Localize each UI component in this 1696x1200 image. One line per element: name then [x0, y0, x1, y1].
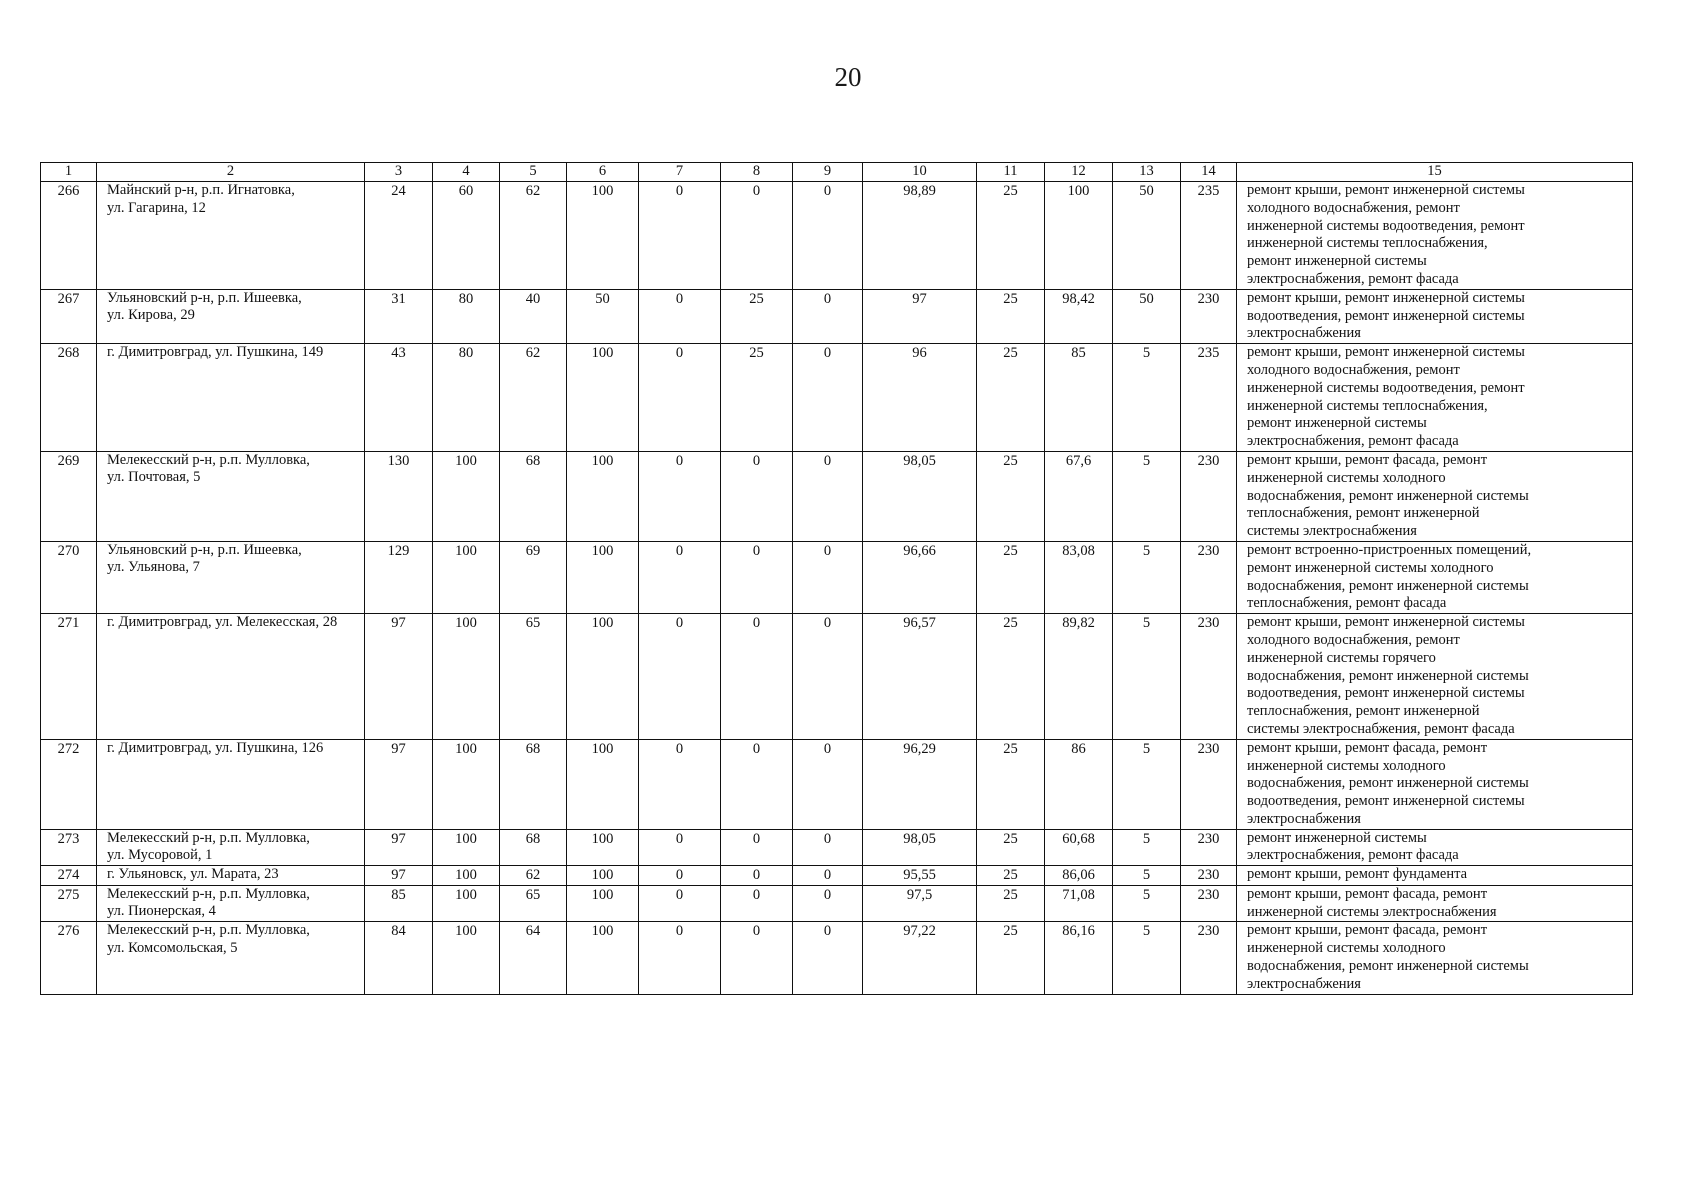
- row-number: 275: [41, 885, 97, 922]
- address-cell: [97, 829, 365, 866]
- row-number: 273: [41, 829, 97, 866]
- value-cell-c6: 100: [567, 885, 639, 922]
- works-line: водоснабжения, ремонт инженерной системы: [1247, 775, 1529, 792]
- value-cell-c11: 25: [977, 739, 1045, 829]
- works-cell: [1237, 614, 1633, 740]
- works-line: ремонт крыши, ремонт инженерной системы: [1247, 344, 1525, 361]
- works-line: водоснабжения, ремонт инженерной системы: [1247, 667, 1529, 684]
- row-number: 267: [41, 289, 97, 343]
- works-cell: [1237, 541, 1633, 613]
- value-cell-c5: 65: [500, 614, 567, 740]
- value-cell-c7: 0: [639, 451, 721, 541]
- value-cell-c6: 100: [567, 451, 639, 541]
- works-line: водоотведения, ремонт инженерной системы: [1247, 685, 1525, 702]
- value-cell-c7: 0: [639, 614, 721, 740]
- row-number: 266: [41, 182, 97, 290]
- value-cell-c4: 100: [433, 739, 500, 829]
- value-cell-c10: 97: [863, 289, 977, 343]
- value-cell-c8: 0: [721, 829, 793, 866]
- table-row: [41, 829, 1633, 866]
- value-cell-c12: 86: [1045, 739, 1113, 829]
- value-cell-c4: 100: [433, 866, 500, 886]
- header-cell: 14: [1181, 163, 1237, 182]
- value-cell-c13: 5: [1113, 344, 1181, 452]
- value-cell-c12: 86,06: [1045, 866, 1113, 886]
- table-row: [41, 614, 1633, 740]
- value-cell-c12: 60,68: [1045, 829, 1113, 866]
- value-cell-c7: 0: [639, 829, 721, 866]
- works-line: ремонт крыши, ремонт фундамента: [1247, 866, 1468, 883]
- value-cell-c4: 100: [433, 451, 500, 541]
- value-cell-c7: 0: [639, 885, 721, 922]
- value-cell-c5: 68: [500, 829, 567, 866]
- header-cell: 8: [721, 163, 793, 182]
- address-line: Ульяновский р-н, р.п. Ишеевка,: [107, 289, 302, 306]
- value-cell-c3: 43: [365, 344, 433, 452]
- value-cell-c10: 98,05: [863, 451, 977, 541]
- works-line: ремонт крыши, ремонт инженерной системы: [1247, 182, 1525, 198]
- value-cell-c10: 96,57: [863, 614, 977, 740]
- value-cell-c7: 0: [639, 344, 721, 452]
- header-cell: 5: [500, 163, 567, 182]
- address-cell: [97, 885, 365, 922]
- value-cell-c11: 25: [977, 922, 1045, 995]
- works-line: инженерной системы водоотведения, ремонт: [1247, 217, 1525, 234]
- table-row: [41, 541, 1633, 613]
- value-cell-c9: 0: [793, 451, 863, 541]
- value-cell-c14: 230: [1181, 866, 1237, 886]
- header-cell: 3: [365, 163, 433, 182]
- value-cell-c4: 100: [433, 614, 500, 740]
- works-line: ремонт инженерной системы: [1247, 415, 1427, 432]
- value-cell-c7: 0: [639, 922, 721, 995]
- value-cell-c10: 96,29: [863, 739, 977, 829]
- value-cell-c4: 100: [433, 541, 500, 613]
- works-line: водоснабжения, ремонт инженерной системы: [1247, 957, 1529, 974]
- value-cell-c9: 0: [793, 182, 863, 290]
- value-cell-c11: 25: [977, 866, 1045, 886]
- value-cell-c9: 0: [793, 344, 863, 452]
- table-row: [41, 866, 1633, 886]
- value-cell-c13: 50: [1113, 289, 1181, 343]
- address-line: г. Ульяновск, ул. Марата, 23: [107, 866, 279, 883]
- value-cell-c14: 230: [1181, 614, 1237, 740]
- works-line: водоснабжения, ремонт инженерной системы: [1247, 577, 1529, 594]
- value-cell-c12: 98,42: [1045, 289, 1113, 343]
- value-cell-c11: 25: [977, 344, 1045, 452]
- address-cell: [97, 289, 365, 343]
- table-body: [41, 163, 1633, 995]
- value-cell-c13: 5: [1113, 922, 1181, 995]
- works-line: ремонт крыши, ремонт инженерной системы: [1247, 289, 1525, 306]
- works-line: ремонт инженерной системы: [1247, 253, 1427, 270]
- value-cell-c7: 0: [639, 541, 721, 613]
- value-cell-c11: 25: [977, 614, 1045, 740]
- value-cell-c8: 0: [721, 182, 793, 290]
- table-row: [41, 885, 1633, 922]
- address-line: г. Димитровград, ул. Пушкина, 149: [107, 344, 324, 361]
- value-cell-c13: 5: [1113, 829, 1181, 866]
- value-cell-c5: 68: [500, 451, 567, 541]
- address-line: Мелекесский р-н, р.п. Мулловка,: [107, 829, 310, 846]
- works-cell: [1237, 829, 1633, 866]
- works-cell: [1237, 289, 1633, 343]
- value-cell-c4: 100: [433, 922, 500, 995]
- value-cell-c6: 100: [567, 182, 639, 290]
- value-cell-c3: 85: [365, 885, 433, 922]
- value-cell-c9: 0: [793, 289, 863, 343]
- value-cell-c9: 0: [793, 829, 863, 866]
- value-cell-c5: 65: [500, 885, 567, 922]
- address-line: ул. Кирова, 29: [107, 307, 195, 324]
- address-cell: [97, 541, 365, 613]
- address-cell: [97, 344, 365, 452]
- value-cell-c6: 100: [567, 344, 639, 452]
- works-line: инженерной системы электроснабжения: [1247, 903, 1497, 920]
- value-cell-c5: 62: [500, 182, 567, 290]
- value-cell-c3: 97: [365, 614, 433, 740]
- value-cell-c8: 0: [721, 614, 793, 740]
- value-cell-c8: 0: [721, 885, 793, 922]
- header-cell: 6: [567, 163, 639, 182]
- works-line: холодного водоснабжения, ремонт: [1247, 199, 1460, 216]
- works-cell: [1237, 451, 1633, 541]
- value-cell-c4: 60: [433, 182, 500, 290]
- address-line: Ульяновский р-н, р.п. Ишеевка,: [107, 541, 302, 558]
- value-cell-c8: 0: [721, 739, 793, 829]
- works-line: теплоснабжения, ремонт инженерной: [1247, 703, 1480, 720]
- works-line: электроснабжения, ремонт фасада: [1247, 433, 1459, 450]
- works-line: ремонт крыши, ремонт фасада, ремонт: [1247, 451, 1488, 468]
- value-cell-c11: 25: [977, 289, 1045, 343]
- header-cell: 15: [1237, 163, 1633, 182]
- value-cell-c11: 25: [977, 451, 1045, 541]
- value-cell-c12: 83,08: [1045, 541, 1113, 613]
- value-cell-c6: 100: [567, 739, 639, 829]
- works-cell: [1237, 885, 1633, 922]
- value-cell-c13: 5: [1113, 739, 1181, 829]
- address-line: ул. Пионерская, 4: [107, 903, 216, 920]
- works-line: инженерной системы холодного: [1247, 469, 1446, 486]
- works-line: электроснабжения: [1247, 810, 1361, 827]
- value-cell-c9: 0: [793, 614, 863, 740]
- header-cell: 12: [1045, 163, 1113, 182]
- value-cell-c4: 80: [433, 289, 500, 343]
- works-line: ремонт крыши, ремонт фасада, ремонт: [1247, 885, 1488, 902]
- works-line: системы электроснабжения, ремонт фасада: [1247, 720, 1515, 737]
- row-number: 269: [41, 451, 97, 541]
- works-cell: [1237, 182, 1633, 290]
- address-line: ул. Ульянова, 7: [107, 559, 200, 576]
- value-cell-c6: 100: [567, 922, 639, 995]
- works-line: инженерной системы горячего: [1247, 649, 1436, 666]
- value-cell-c11: 25: [977, 541, 1045, 613]
- header-cell: 9: [793, 163, 863, 182]
- works-line: электроснабжения: [1247, 325, 1361, 342]
- value-cell-c12: 71,08: [1045, 885, 1113, 922]
- value-cell-c8: 0: [721, 922, 793, 995]
- header-cell: 10: [863, 163, 977, 182]
- value-cell-c9: 0: [793, 866, 863, 886]
- value-cell-c13: 50: [1113, 182, 1181, 290]
- value-cell-c11: 25: [977, 182, 1045, 290]
- value-cell-c14: 230: [1181, 541, 1237, 613]
- value-cell-c6: 100: [567, 829, 639, 866]
- address-line: ул. Комсомольская, 5: [107, 939, 238, 956]
- value-cell-c14: 230: [1181, 739, 1237, 829]
- row-number: 268: [41, 344, 97, 452]
- works-line: электроснабжения: [1247, 975, 1361, 992]
- value-cell-c9: 0: [793, 922, 863, 995]
- header-cell: 2: [97, 163, 365, 182]
- works-line: холодного водоснабжения, ремонт: [1247, 631, 1460, 648]
- value-cell-c13: 5: [1113, 614, 1181, 740]
- value-cell-c12: 85: [1045, 344, 1113, 452]
- value-cell-c14: 230: [1181, 289, 1237, 343]
- works-cell: [1237, 922, 1633, 995]
- value-cell-c4: 100: [433, 885, 500, 922]
- header-cell: 4: [433, 163, 500, 182]
- row-number: 270: [41, 541, 97, 613]
- value-cell-c4: 80: [433, 344, 500, 452]
- works-line: электроснабжения, ремонт фасада: [1247, 847, 1459, 864]
- address-line: Мелекесский р-н, р.п. Мулловка,: [107, 885, 310, 902]
- value-cell-c8: 25: [721, 344, 793, 452]
- value-cell-c4: 100: [433, 829, 500, 866]
- value-cell-c14: 230: [1181, 922, 1237, 995]
- value-cell-c8: 0: [721, 866, 793, 886]
- table-row: [41, 922, 1633, 995]
- works-line: водоотведения, ремонт инженерной системы: [1247, 307, 1525, 324]
- table-row: [41, 289, 1633, 343]
- works-cell: [1237, 739, 1633, 829]
- address-cell: [97, 614, 365, 740]
- header-row: [41, 163, 1633, 182]
- value-cell-c5: 62: [500, 866, 567, 886]
- value-cell-c8: 0: [721, 451, 793, 541]
- value-cell-c6: 50: [567, 289, 639, 343]
- works-line: ремонт инженерной системы: [1247, 829, 1427, 846]
- works-line: ремонт инженерной системы холодного: [1247, 559, 1494, 576]
- value-cell-c13: 5: [1113, 541, 1181, 613]
- value-cell-c3: 97: [365, 829, 433, 866]
- value-cell-c13: 5: [1113, 451, 1181, 541]
- value-cell-c3: 97: [365, 866, 433, 886]
- works-cell: [1237, 344, 1633, 452]
- value-cell-c14: 230: [1181, 885, 1237, 922]
- address-cell: [97, 451, 365, 541]
- value-cell-c10: 97,22: [863, 922, 977, 995]
- works-line: инженерной системы теплоснабжения,: [1247, 397, 1488, 414]
- value-cell-c9: 0: [793, 541, 863, 613]
- value-cell-c9: 0: [793, 739, 863, 829]
- address-line: ул. Гагарина, 12: [107, 199, 206, 216]
- value-cell-c10: 98,89: [863, 182, 977, 290]
- value-cell-c13: 5: [1113, 885, 1181, 922]
- value-cell-c9: 0: [793, 885, 863, 922]
- address-line: ул. Почтовая, 5: [107, 469, 201, 486]
- value-cell-c5: 69: [500, 541, 567, 613]
- address-cell: [97, 182, 365, 290]
- value-cell-c5: 62: [500, 344, 567, 452]
- value-cell-c10: 98,05: [863, 829, 977, 866]
- works-line: ремонт крыши, ремонт фасада, ремонт: [1247, 922, 1488, 939]
- works-line: теплоснабжения, ремонт инженерной: [1247, 505, 1480, 522]
- value-cell-c11: 25: [977, 885, 1045, 922]
- value-cell-c10: 97,5: [863, 885, 977, 922]
- value-cell-c12: 86,16: [1045, 922, 1113, 995]
- value-cell-c6: 100: [567, 614, 639, 740]
- value-cell-c12: 89,82: [1045, 614, 1113, 740]
- value-cell-c7: 0: [639, 289, 721, 343]
- works-line: водоотведения, ремонт инженерной системы: [1247, 793, 1525, 810]
- value-cell-c10: 95,55: [863, 866, 977, 886]
- page-number: 20: [834, 62, 862, 92]
- value-cell-c11: 25: [977, 829, 1045, 866]
- works-line: ремонт крыши, ремонт фасада, ремонт: [1247, 739, 1488, 756]
- works-line: инженерной системы теплоснабжения,: [1247, 235, 1488, 252]
- value-cell-c5: 40: [500, 289, 567, 343]
- value-cell-c14: 235: [1181, 182, 1237, 290]
- table-row: [41, 182, 1633, 290]
- works-line: инженерной системы водоотведения, ремонт: [1247, 379, 1525, 396]
- value-cell-c13: 5: [1113, 866, 1181, 886]
- address-line: Майнский р-н, р.п. Игнатовка,: [107, 182, 295, 198]
- row-number: 276: [41, 922, 97, 995]
- value-cell-c7: 0: [639, 182, 721, 290]
- works-line: инженерной системы холодного: [1247, 757, 1446, 774]
- works-line: холодного водоснабжения, ремонт: [1247, 361, 1460, 378]
- value-cell-c12: 67,6: [1045, 451, 1113, 541]
- address-cell: [97, 922, 365, 995]
- value-cell-c14: 230: [1181, 829, 1237, 866]
- table-row: [41, 451, 1633, 541]
- row-number: 272: [41, 739, 97, 829]
- works-line: теплоснабжения, ремонт фасада: [1247, 595, 1447, 612]
- value-cell-c6: 100: [567, 866, 639, 886]
- row-number: 274: [41, 866, 97, 886]
- value-cell-c3: 84: [365, 922, 433, 995]
- value-cell-c7: 0: [639, 739, 721, 829]
- address-line: Мелекесский р-н, р.п. Мулловка,: [107, 922, 310, 939]
- row-number: 271: [41, 614, 97, 740]
- address-line: г. Димитровград, ул. Пушкина, 126: [107, 739, 324, 756]
- address-cell: [97, 866, 365, 886]
- value-cell-c8: 25: [721, 289, 793, 343]
- header-cell: 1: [41, 163, 97, 182]
- value-cell-c3: 129: [365, 541, 433, 613]
- address-line: ул. Мусоровой, 1: [107, 847, 213, 864]
- header-cell: 13: [1113, 163, 1181, 182]
- value-cell-c5: 64: [500, 922, 567, 995]
- header-cell: 11: [977, 163, 1045, 182]
- table-row: [41, 739, 1633, 829]
- value-cell-c8: 0: [721, 541, 793, 613]
- works-line: инженерной системы холодного: [1247, 940, 1446, 957]
- value-cell-c14: 230: [1181, 451, 1237, 541]
- value-cell-c7: 0: [639, 866, 721, 886]
- works-line: системы электроснабжения: [1247, 523, 1417, 540]
- value-cell-c10: 96: [863, 344, 977, 452]
- value-cell-c12: 100: [1045, 182, 1113, 290]
- works-cell: [1237, 866, 1633, 886]
- table-row: [41, 344, 1633, 452]
- value-cell-c10: 96,66: [863, 541, 977, 613]
- value-cell-c6: 100: [567, 541, 639, 613]
- header-cell: 7: [639, 163, 721, 182]
- address-cell: [97, 739, 365, 829]
- value-cell-c3: 130: [365, 451, 433, 541]
- value-cell-c3: 31: [365, 289, 433, 343]
- value-cell-c3: 97: [365, 739, 433, 829]
- works-line: ремонт встроенно-пристроенных помещений,: [1247, 541, 1532, 558]
- value-cell-c5: 68: [500, 739, 567, 829]
- address-line: г. Димитровград, ул. Мелекесская, 28: [107, 614, 338, 631]
- works-line: электроснабжения, ремонт фасада: [1247, 270, 1459, 287]
- value-cell-c3: 24: [365, 182, 433, 290]
- address-line: Мелекесский р-н, р.п. Мулловка,: [107, 451, 310, 468]
- data-table: [40, 162, 1633, 995]
- works-line: ремонт крыши, ремонт инженерной системы: [1247, 614, 1525, 631]
- works-line: водоснабжения, ремонт инженерной системы: [1247, 487, 1529, 504]
- value-cell-c14: 235: [1181, 344, 1237, 452]
